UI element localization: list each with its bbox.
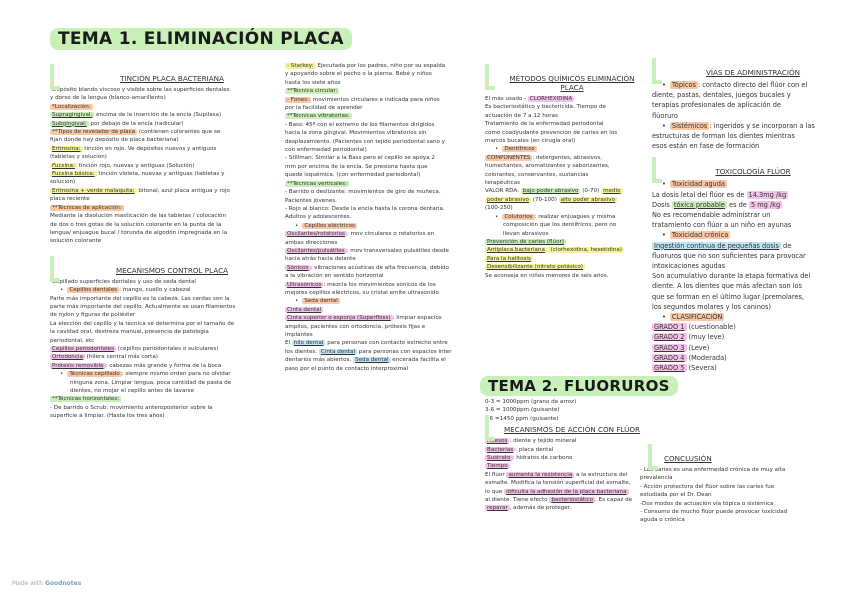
- text-line: 0-3 = 1000ppm (grano de arroz): [485, 399, 577, 405]
- text-line: • Tópicos : contacto directo del flúor con el: [652, 80, 840, 90]
- column-4: [652, 62, 840, 373]
- text-line: hacia la zona gingival. Movimientos vibratorios sin: [285, 130, 427, 137]
- text-line: Ortodoncia (hilera central más corta): [52, 354, 158, 361]
- text-line: que se forman en el último lugar (premolares,: [652, 292, 805, 301]
- text-line: Tiempo: [487, 463, 508, 470]
- text-line: ambas direcciones: [285, 239, 338, 246]
- page-title-tema2: TEMA 2. FLUORUROS: [480, 376, 678, 396]
- text-line: Pacientes jóvenes.: [285, 197, 337, 204]
- text-line: Sustrato : hidratos de carbono: [487, 455, 573, 462]
- text-line: • Colutorios : realizar enjuagues y misma: [485, 213, 645, 221]
- column-2: [285, 62, 465, 373]
- text-line: **Tipos de revelador de placa (contienen colorantes que se: [52, 129, 221, 136]
- section-heading-mecanismos: MECANISMOS CONTROL PLACA: [50, 266, 280, 275]
- text-line: lo que dificulta la adhesión de la placa bacteriana: [485, 488, 627, 495]
- section-heading-tincion: TINCIÓN PLACA BACTERIANA: [50, 74, 280, 83]
- text-line: Supragingival: encima de la inserción de la encía (Supilasa): [52, 112, 222, 119]
- text-line: Oscilantes/rotatorios : mov circulares o rotatorios en: [287, 231, 435, 238]
- text-line: Subgingival: por debajo de la encía (radicular): [52, 120, 184, 127]
- text-line: esos están en fase de formación: [652, 142, 760, 151]
- text-line: intoxicaciones agudas: [652, 262, 726, 271]
- text-line: **Técnicas vibratorias:: [287, 113, 350, 120]
- text-line: fluoruros que no son suficientes para provocar: [652, 251, 806, 260]
- text-line: superficie a limpiar. (Hasta los tres años): [50, 413, 165, 420]
- text-line: • Toxicidad crónica: [652, 230, 840, 240]
- column-1: [50, 68, 280, 421]
- text-line: -Cepillado superficies dentales y uso de seda dental: [50, 278, 196, 285]
- text-line: Prótesis removible : cabezas más grande y forma de la boca: [52, 362, 222, 369]
- text-line: al diente. Tiene efecto bacteriostático . Es capaz de: [485, 497, 633, 504]
- text-line: Son acumulativo durante la etapa formativa del: [652, 272, 811, 281]
- goodnotes-watermark: Made with Goodnotes: [12, 580, 82, 587]
- text-line: - De barrido o Scrub: movimiento anteroposterior sobre la: [50, 404, 213, 411]
- grade-line: GRADO 1 (cuestionable): [654, 323, 736, 332]
- text-line: reparar , además de proteger.: [487, 505, 572, 512]
- text-line: con enfermedad periodontal): [285, 147, 367, 154]
- text-line: fijan donde hay depósito de placa bacteriana): [50, 137, 179, 144]
- text-line: Parte más importante del cepillo es la cabeza. Las cerdas son la: [50, 295, 230, 302]
- text-line: diente. A los dientes que más afectan son los: [652, 282, 803, 291]
- text-line: solución): [50, 179, 76, 186]
- text-line: amplios, pacientes con ortodoncia, prótesis fijas e: [285, 323, 426, 330]
- text-line: flúoruro: [652, 111, 678, 120]
- text-line: lengua/ enjuague bucal / torunda de algodón impregnada en la: [50, 229, 228, 236]
- text-line: (100-250): [485, 205, 513, 212]
- text-line: - Starkey: Ejecutada por los padres, niño por su espalda: [287, 63, 446, 69]
- section-heading-conclusion: CONCLUSIÓN: [640, 454, 840, 463]
- text-line: y apoyando sobre el pecho o la pierna. Bebé y niños: [285, 71, 432, 78]
- text-line: • Sistémicos : ingeridos y se incorporan a las: [652, 121, 840, 131]
- text-line: placa reciente: [50, 196, 90, 203]
- text-line: No es recomendable administrar un: [652, 211, 771, 220]
- text-line: Fucsina: tinción rojo, nuevas y antiguas (Solución): [52, 162, 195, 169]
- text-line: -Dos modos de actuación vía tópica o sistémica: [640, 500, 774, 507]
- text-line: Ingestión continua de pequeñas dosis de: [654, 241, 792, 250]
- text-line: Es bacteriostático y bactericida. Tiempo de: [485, 104, 606, 111]
- section-heading-vias: VÍAS DE ADMINISTRACIÓN: [652, 68, 840, 77]
- text-line: Sónicos : vibraciones acústicas de alta frecuencia, debido: [287, 264, 449, 271]
- text-line: estudiada por el Dr. Dean: [640, 492, 712, 499]
- text-line: - Barrido o deslizante: movimientos de giro de muñeca.: [285, 189, 441, 196]
- text-line: El más usado - CLORHEXIDINA: [485, 96, 573, 102]
- text-line: Eritrosina: tinción en rojo. Ve depósitos nuevos y antiguos: [52, 145, 217, 152]
- text-line: desplazamiento. (Pacientes con tejido periodontal sano y: [285, 138, 445, 145]
- text-line: tratamiento con flúor a un niño en ayunas: [652, 221, 792, 230]
- text-line: • Seda dental: [285, 297, 465, 305]
- text-line: VALOR RDA: bajo poder abrasivo (0-70) medio: [485, 188, 621, 195]
- text-line: como coadyudante prevención de caries en los: [485, 129, 618, 136]
- text-line: Adultos y adolescentes.: [285, 214, 352, 221]
- text-line: Desensibilizante (nitrato potásico): [487, 264, 583, 271]
- text-line: Oscilantes/pulsátiles : mov transversales pulsátiles desde: [287, 247, 449, 254]
- text-line: de dos o tres gotas de la solución colorante en la punta de la: [50, 221, 222, 228]
- section-heading-metodos-quimicos: MÉTODOS QUÍMICOS ELIMINACIÓN PLACA: [485, 74, 645, 92]
- text-line: mejores cepillos eléctricos, su cristal emite ultrasonido: [285, 289, 439, 296]
- text-line: - Las caries es una enfermedad crónica de muy alta: [640, 467, 786, 473]
- text-line: **Técnicas horizontales:: [52, 396, 120, 403]
- text-line: solución colorante: [50, 238, 102, 245]
- text-line: >6 =1450 ppm (guisante): [485, 415, 559, 422]
- text-line: • CLASIFICACIÓN: [652, 312, 840, 322]
- text-line: prevalencia: [640, 475, 673, 482]
- text-line: los dientes. Cinta dental para personas con espacios inter: [285, 348, 452, 355]
- text-line: Dosis tóxica probable es de 5 mg /kg: [652, 200, 781, 209]
- text-line: Huesos : diente y tejido mineral: [487, 438, 577, 445]
- text-line: actuación de 7 a 12 horas: [485, 112, 558, 119]
- text-line: terapéuticas: [485, 180, 521, 187]
- text-line: estructuras de forman los dientes mientras: [652, 132, 795, 141]
- text-line: • Cepillos dentales : mango, cuello y cabezal: [50, 286, 280, 294]
- text-line: hasta los siete años: [285, 79, 341, 86]
- text-line: - Bass: 45º con el extremo de los filamentos dirigidos: [285, 121, 435, 128]
- text-line: de nylon y figuras de poliéster: [50, 312, 136, 319]
- text-line: colorantes, conservantes, sustancias: [485, 171, 589, 178]
- text-line: • Técnicas cepillado : siempre mismo orden para no olvidar: [50, 370, 280, 378]
- grade-line: GRADO 2 (muy leve): [654, 333, 725, 342]
- text-line: 3-6 = 1000ppm (guisante): [485, 407, 560, 414]
- text-line: **Técnicas de aplicación:: [52, 204, 122, 211]
- column-3: [485, 68, 645, 280]
- text-line: composición que los dentífricos, pero no: [503, 222, 617, 229]
- grade-line: GRADO 5 (Severa): [654, 364, 717, 373]
- column-3-fluor: [485, 398, 645, 513]
- text-line: por la facilidad de aprender: [285, 105, 363, 112]
- text-line: hacia atrás hacia delante: [285, 256, 356, 263]
- text-line: ninguna zona. Limpiar lengua, poca cantidad de pasta de: [70, 379, 232, 386]
- text-line: Cinta dental: [287, 306, 322, 313]
- text-line: El flúor aumenta la resistencia a la estructura del: [485, 471, 628, 478]
- text-line: - Stillman: Similar a la Bass pero el cepillo se apoya 2: [285, 155, 435, 162]
- column-4-conclusion: [640, 448, 840, 525]
- text-line: *Localización:: [52, 103, 91, 110]
- text-line: (tabletas y solución): [50, 154, 107, 161]
- text-line: la cavidad oral, destreza manual, presencia de patología: [50, 329, 209, 336]
- text-line: Ultrasónicos : mezcla los movimientos sónicos de los: [287, 281, 436, 288]
- text-line: - Acción protectora del flúor sobre las caries fue: [640, 483, 775, 490]
- text-line: COMPONENTES : detergentes, abrasivos,: [487, 154, 603, 161]
- text-line: • Dentífricos: [485, 145, 645, 153]
- text-line: periodontal, etc: [50, 337, 95, 344]
- text-line: paso por el punto de contacto interproximal: [285, 365, 409, 372]
- text-line: y dorso de la lengua (blanco-amarillento): [50, 95, 166, 102]
- text-line: La elección del cepillo y la técnica se determina por el tamaño de: [50, 320, 235, 327]
- section-heading-toxicologia: TOXICOLOGÍA FLÚOR: [652, 167, 840, 176]
- text-line: Bacterias : placa dental: [487, 446, 554, 453]
- text-line: Fucsina básica: tinción violeta, nuevas y antiguas (tabletas y: [52, 171, 225, 178]
- section-heading-mecanismos-fluor: MECANISMOS DE ACCIÓN CON FLÚOR: [485, 425, 645, 434]
- text-line: dientes, no mojar el cepillo antes de lavarse: [70, 388, 195, 394]
- text-line: llevan abrasivos: [503, 230, 549, 237]
- text-line: parte más importante del cepillo. Actualmente se usan filamentos: [50, 303, 236, 310]
- text-line: Prevención de caries (flúor): [487, 238, 564, 245]
- text-line: mm por encima de la encía. Se presiona hasta que: [285, 163, 428, 170]
- grade-line: GRADO 3 (Leve): [654, 343, 710, 352]
- text-line: - Fones: movimientos circulares e indicada para niños: [287, 96, 440, 103]
- text-line: quede isquémica. (con enfermedad periodontal): [285, 172, 421, 179]
- grade-line: GRADO 4 (Moderada): [654, 353, 727, 362]
- text-line: **Técnicas verticales:: [287, 180, 347, 187]
- text-line: Cinta superior o esponja (Superfloss) : limpiar espacios: [287, 315, 442, 322]
- text-line: Antiplaca bacteriana (clorhexidina, hexetidina): [487, 247, 622, 254]
- text-line: Para la halitosis: [487, 255, 531, 262]
- text-line: implantes: [285, 332, 313, 338]
- text-line: Eritrosina + verde malaquita: bitonal, azul placa antigua y rojo: [52, 187, 230, 194]
- text-line: marcos bucales (en cirugía oral): [485, 138, 576, 145]
- text-line: La dosis letal del flúor es de 14.3mg /kg: [652, 190, 787, 199]
- text-line: aguda o crónica: [640, 517, 685, 524]
- text-line: • Toxicidad aguda: [652, 179, 840, 189]
- page-title-tema1: TEMA 1. ELIMINACIÓN PLACA: [50, 28, 352, 50]
- text-line: poder abrasivo (70-100) alto poder abrasivo: [487, 196, 616, 203]
- text-line: Se aconseja en niños menores de seis años.: [485, 272, 609, 279]
- text-line: • Cepillos eléctricos: [285, 222, 465, 230]
- text-line: a la vibración en sentido horizontal: [285, 273, 384, 280]
- text-line: humectantes, aromatizantes y saborizantes,: [485, 163, 610, 170]
- text-line: Tratamiento de la enfermedad periodontal: [485, 121, 604, 128]
- text-line: Mediante la disolución masticación de las tabletas / colocación: [50, 213, 227, 220]
- text-line: - Consumo de mucho flúor puede provocar toxicidad: [640, 509, 788, 516]
- text-line: **Técnica circular:: [287, 88, 338, 95]
- text-line: El hilo dental para personas con contacto estrecho entre: [285, 340, 448, 347]
- text-line: terapias profesionales de aplicación de: [652, 101, 781, 110]
- text-line: los segundos molares y los caninos): [652, 302, 771, 311]
- text-line: dentarios más abiertos. Seda dental encerada facilita el: [285, 357, 446, 364]
- text-line: Cepillos periodontales (cepillos periodontales o sulculares): [52, 345, 219, 352]
- text-line: -Depósito blando viscoso y visible sobre las superficies dentales: [50, 87, 230, 93]
- text-line: - Rojo al blanco: Desde la encía hasta la corona dentaria.: [285, 205, 445, 212]
- text-line: diente, pastas, dentales, juegos bucales y: [652, 91, 791, 100]
- text-line: esmalte. Modifica la tensión superficial del esmalte,: [485, 480, 631, 487]
